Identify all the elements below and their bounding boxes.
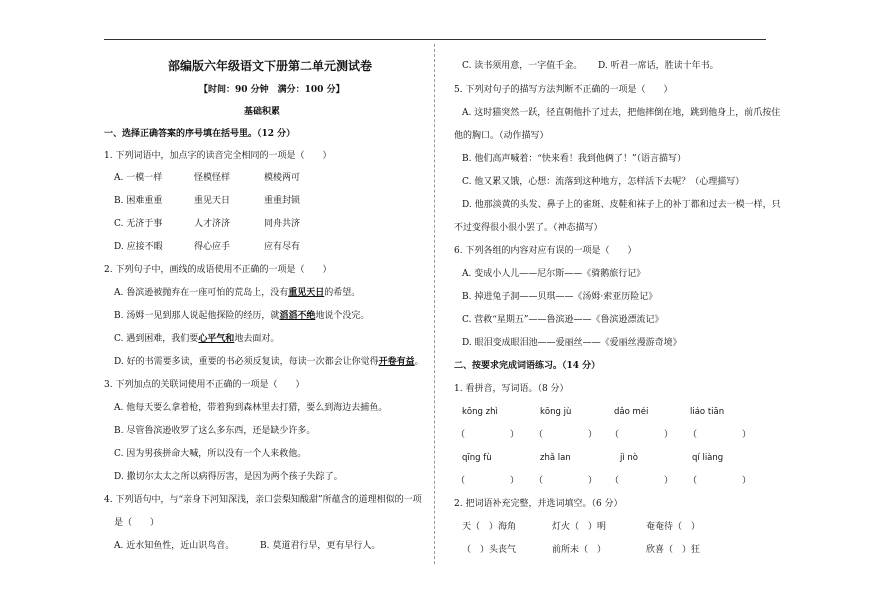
q2-option-d: D. 好的书需要多读，重要的书必须反复读，每读一次都会让你觉得开卷有益。	[114, 357, 424, 367]
q2-a-idiom: 重见天日	[288, 288, 325, 298]
q5-option-a: A. 这时猫突然一跃，径直朝他扑了过去，把他摔倒在地，跳到他身上，前爪按住	[462, 108, 781, 118]
q5-option-d: D. 他那淡黄的头发、鼻子上的雀斑、皮鞋和袜子上的补丁都和过去一模一样，只	[462, 200, 781, 210]
answer-blank-2[interactable]: （ ）	[534, 430, 598, 440]
q2-option-b: B. 汤姆一见到那人说起他探险的经历，就滔滔不绝地说个没完。	[114, 311, 370, 321]
time-info: 【时间：90 分钟 满分：100 分】	[199, 85, 345, 95]
answer-blank-3[interactable]: （ ）	[610, 430, 674, 440]
p1-stem: 1. 看拼音，写词语。（8 分）	[454, 384, 569, 394]
q1-a-3: 模棱两可	[264, 173, 301, 183]
section-2-heading: 二、按要求完成词语练习。（14 分）	[454, 361, 601, 371]
answer-blank-1[interactable]: （ ）	[456, 430, 520, 440]
q3-option-d: D. 撒切尔太太之所以病得厉害，是因为两个孩子失踪了。	[114, 472, 343, 482]
pinyin-3: dǎo méi	[614, 407, 649, 417]
pinyin-4: liáo tiān	[690, 407, 725, 417]
q2-c-idiom: 心平气和	[198, 334, 235, 344]
fill-word-6[interactable]: 欣喜（ ）狂	[646, 545, 701, 555]
pinyin-1: kōng zhì	[462, 407, 498, 417]
column-divider	[434, 44, 435, 564]
page-title: 部编版六年级语文下册第二单元测试卷	[168, 59, 373, 73]
q4-option-a: A. 近水知鱼性，近山识鸟音。	[114, 541, 235, 551]
pinyin-7: jì nò	[620, 453, 639, 463]
q1-d-1: D. 应接不暇	[114, 242, 163, 252]
answer-blank-6[interactable]: （ ）	[534, 476, 598, 486]
q1-c-2: 人才济济	[194, 219, 231, 229]
section-1-heading: 一、选择正确答案的序号填在括号里。（12 分）	[104, 129, 296, 139]
q5-option-a-cont: 他的胸口。（动作描写）	[454, 131, 549, 141]
q4-option-b: B. 莫道君行早，更有早行人。	[260, 541, 381, 551]
answer-blank-4[interactable]: （ ）	[688, 430, 752, 440]
q6-option-b: B. 掉进兔子洞——贝琪——《汤姆·索亚历险记》	[462, 292, 658, 302]
pinyin-2: kōng jù	[540, 407, 572, 417]
q1-b-3: 重重封锁	[264, 196, 301, 206]
q4-option-d: D. 听君一席话，胜读十年书。	[598, 61, 719, 71]
answer-blank-7[interactable]: （ ）	[610, 476, 674, 486]
q3-option-a: A. 他每天要么拿着枪，带着狗到森林里去打猎，要么到海边去捕鱼。	[114, 403, 388, 413]
fill-word-5[interactable]: 前所未（ ）	[552, 545, 607, 555]
q4-option-c: C. 读书须用意，一字值千金。	[462, 61, 583, 71]
q2-option-c: C. 遇到困难，我们要心平气和地去面对。	[114, 334, 280, 344]
q2-d-idiom: 开卷有益	[378, 357, 415, 367]
q6-option-d: D. 眼泪变成眼泪池——爱丽丝——《爱丽丝漫游奇境》	[462, 338, 682, 348]
q1-a-2: 怪模怪样	[194, 173, 231, 183]
pinyin-5: qīng fù	[462, 453, 492, 463]
q2-option-a: A. 鲁滨逊被抛弃在一座可怕的荒岛上，没有重见天日的希望。	[114, 288, 361, 298]
q4-stem-cont: 是（ ）	[114, 518, 160, 528]
pinyin-8: qí liàng	[692, 453, 724, 463]
q1-d-2: 得心应手	[194, 242, 231, 252]
q5-option-b: B. 他们高声喊着：“快来看！我到他俩了！”（语言描写）	[462, 154, 687, 164]
section-basic: 基础积累	[244, 107, 281, 117]
answer-blank-8[interactable]: （ ）	[688, 476, 752, 486]
q1-d-3: 应有尽有	[264, 242, 301, 252]
fill-word-4[interactable]: （ ）头丧气	[462, 545, 517, 555]
fill-word-2[interactable]: 灯火（ ）明	[552, 522, 607, 532]
p2-stem: 2. 把词语补充完整，并选词填空。（6 分）	[454, 499, 623, 509]
top-rule	[104, 39, 766, 40]
q6-stem: 6. 下列各组的内容对应有误的一项是（ ）	[454, 246, 637, 256]
q4-stem: 4. 下列语句中，与“亲身下河知深浅，亲口尝梨知酸甜”所蕴含的道理相似的一项	[104, 495, 422, 505]
q5-option-c: C. 他又累又饿，心想：流落到这种地方，怎样活下去呢？（心理描写）	[462, 177, 745, 187]
q1-b-2: 重见天日	[194, 196, 231, 206]
q6-option-c: C. 营救“星期五”——鲁滨逊——《鲁滨逊漂流记》	[462, 315, 664, 325]
q1-a-1: A. 一模一样	[114, 173, 163, 183]
q1-b-1: B. 困难重重	[114, 196, 163, 206]
q3-stem: 3. 下列加点的关联词使用不正确的一项是（ ）	[104, 380, 305, 390]
q5-option-d-cont: 不过变得很小很小罢了。（神态描写）	[454, 223, 603, 233]
fill-word-1[interactable]: 天（ ）海角	[462, 522, 517, 532]
pinyin-6: zhǎ lan	[540, 453, 571, 463]
q1-c-1: C. 无济于事	[114, 219, 163, 229]
q3-option-c: C. 因为男孩拼命大喊，所以没有一个人来救他。	[114, 449, 307, 459]
q6-option-a: A. 变成小人儿——尼尔斯——《骑鹅旅行记》	[462, 269, 646, 279]
fill-word-3[interactable]: 奄奄待（ ）	[646, 522, 701, 532]
q2-b-idiom: 滔滔不绝	[279, 311, 316, 321]
q5-stem: 5. 下列对句子的描写方法判断不正确的一项是（ ）	[454, 85, 673, 95]
q1-c-3: 同舟共济	[264, 219, 301, 229]
q1-stem: 1. 下列词语中，加点字的读音完全相同的一项是（ ）	[104, 151, 332, 161]
q3-option-b: B. 尽管鲁滨逊收罗了这么多东西，还是缺少许多。	[114, 426, 316, 436]
q2-stem: 2. 下列句子中，画线的成语使用不正确的一项是（ ）	[104, 265, 332, 275]
answer-blank-5[interactable]: （ ）	[456, 476, 520, 486]
